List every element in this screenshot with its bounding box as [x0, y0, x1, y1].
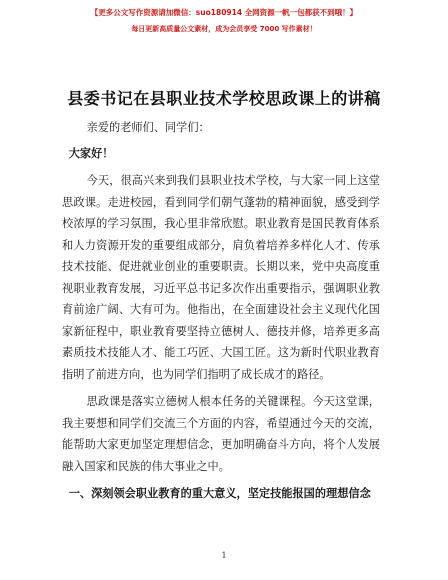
paragraph-2: 思政课是落实立德树人根本任务的关键课程。今天这堂课，我主要想和同学们交流三个方面的内容，希望通过今天的交流，能帮助大家更加坚定理想信念，更加明确奋斗方向，将个人发展融入国家和民族的伟大事业之中。 [62, 395, 380, 473]
page-number: 1 [221, 551, 227, 560]
promo-banner [0, 7, 448, 35]
salutation: 大家好！ [68, 145, 114, 160]
promo-banner-line-1: 【更多公文写作资源请加微信：suo180914 全网资源一帆一包都获不到哦！】 [90, 8, 358, 17]
greeting: 亲爱的老师们、同学们： [86, 121, 210, 134]
document-title: 县委书记在县职业技术学校思政课上的讲稿 [67, 89, 381, 108]
paragraph-1: 今天，很高兴来到我们县职业技术学校，与大家一同上这堂思政课。走进校园，看到同学们朝气蓬勃的精神面貌，感受到学校浓厚的学习氛围，我心里非常欣慰。职业教育是国民教育体系和人力资源开发的重要组成部分，肩负着培养多样化人才、传承技术技能、促进就业创业的重要职责。长期以来，党中央高度重视职业教育发展，习近平总书记多次作出重要指示，强调职业教育前途广阔、大有可为。他指出，在全面建设社会主义现代化国家新征程中，职业教育要坚持立德树人、德技并修，培养更多高素质技术技能人才、能工巧匠、大国工匠。这为新时代职业教育指明了前进方向，也为同学们指明了成长成才的路径。 [62, 174, 380, 381]
document-body [62, 113, 380, 505]
section-heading-1: 一、深刻领会职业教育的重大意义，坚定技能报国的理想信念 [68, 486, 371, 500]
promo-banner-line-2: 每日更新高质量公文素材，成为会员享受 7000 写作素材！ [131, 25, 317, 33]
